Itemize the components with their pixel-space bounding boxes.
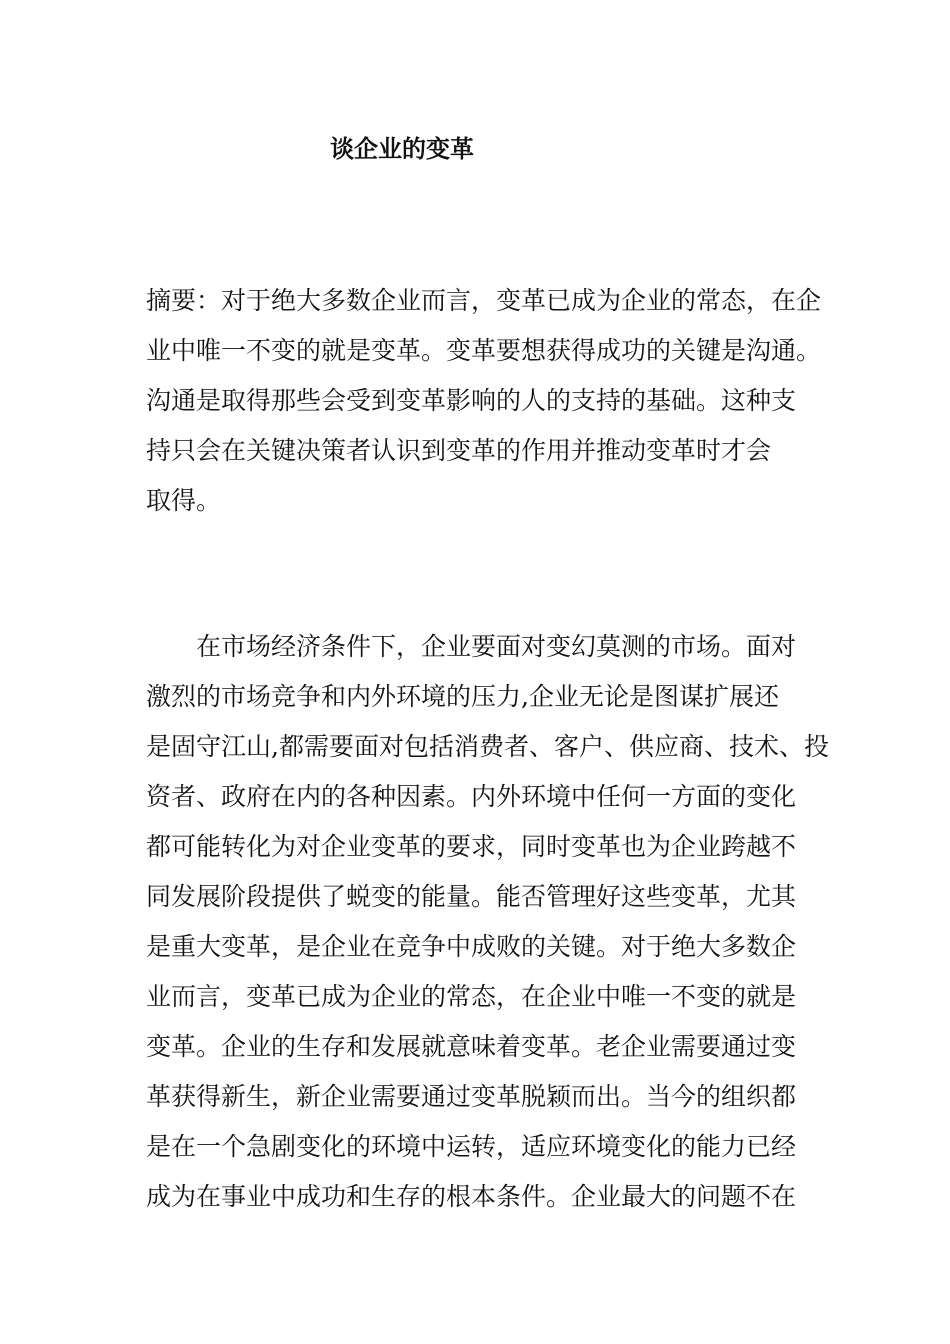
body-line: 是重大变革，是企业在竞争中成败的关键。对于绝大多数企 xyxy=(146,932,797,961)
body-line: 资者、政府在内的各种因素。内外环境中任何一方面的变化 xyxy=(146,782,797,811)
body-line: 都可能转化为对企业变革的要求，同时变革也为企业跨越不 xyxy=(146,832,797,861)
body-line: 革获得新生，新企业需要通过变革脱颖而出。当今的组织都 xyxy=(146,1082,797,1111)
body-line: 是固守江山,都需要面对包括消费者、客户、供应商、技术、投 xyxy=(146,732,829,761)
abstract-line: 取得。 xyxy=(146,486,222,515)
body-paragraph xyxy=(146,622,829,1222)
abstract-line: 持只会在关键决策者认识到变革的作用并推动变革时才会 xyxy=(146,436,772,465)
abstract-paragraph xyxy=(146,276,826,526)
body-line: 成为在事业中成功和生存的根本条件。企业最大的问题不在 xyxy=(146,1182,797,1211)
body-line: 激烈的市场竞争和内外环境的压力,企业无论是图谋扩展还 xyxy=(146,682,779,711)
abstract-line: 业中唯一不变的就是变革。变革要想获得成功的关键是沟通。 xyxy=(146,336,822,365)
body-line: 在市场经济条件下，企业要面对变幻莫测的市场。面对 xyxy=(146,632,797,661)
abstract-line: 沟通是取得那些会受到变革影响的人的支持的基础。这种支 xyxy=(146,386,797,415)
body-line: 业而言，变革已成为企业的常态，在企业中唯一不变的就是 xyxy=(146,982,797,1011)
body-line: 是在一个急剧变化的环境中运转，适应环境变化的能力已经 xyxy=(146,1132,797,1161)
body-line: 同发展阶段提供了蜕变的能量。能否管理好这些变革，尤其 xyxy=(146,882,797,911)
body-line: 变革。企业的生存和发展就意味着变革。老企业需要通过变 xyxy=(146,1032,797,1061)
abstract-line: 摘要：对于绝大多数企业而言，变革已成为企业的常态，在企 xyxy=(146,286,822,315)
document-title: 谈企业的变革 xyxy=(330,134,474,163)
